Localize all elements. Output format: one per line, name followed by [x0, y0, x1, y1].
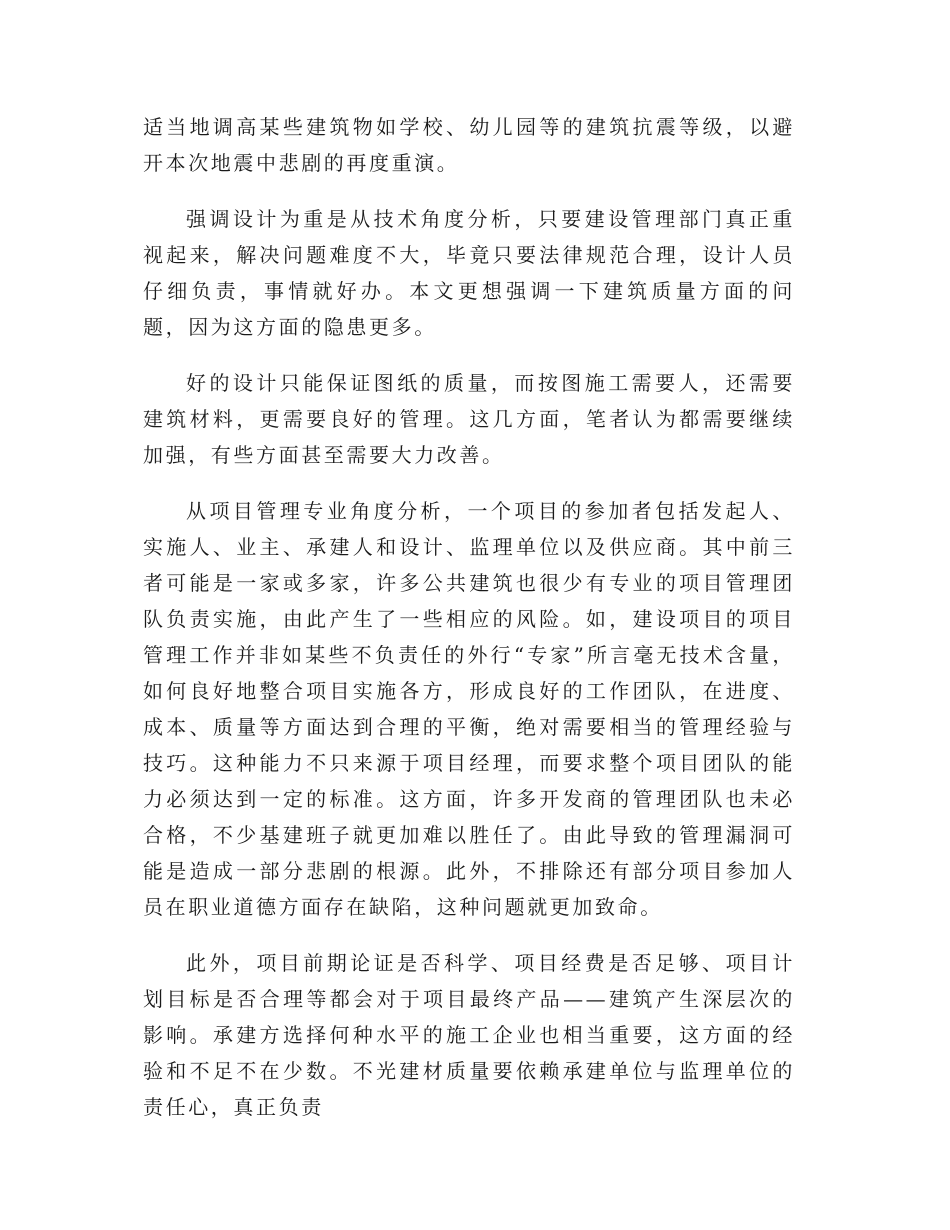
paragraph-1: 适当地调高某些建筑物如学校、幼儿园等的建筑抗震等级，以避开本次地震中悲剧的再度重演。: [143, 115, 795, 175]
document-body: [143, 109, 795, 1145]
paragraph-5: 此外，项目前期论证是否科学、项目经费是否足够、项目计划目标是否合理等都会对于项目最终产品——建筑产生深层次的影响。承建方选择何种水平的施工企业也相当重要，这方面的经验和不足不在少数。不光建材质量要依赖承建单位与监理单位的责任心，真正负责: [143, 951, 795, 1119]
paragraph-3: 好的设计只能保证图纸的质量，而按图施工需要人，还需要建筑材料，更需要良好的管理。这几方面，笔者认为都需要继续加强，有些方面甚至需要大力改善。: [143, 371, 795, 467]
paragraph-4: 从项目管理专业角度分析，一个项目的参加者包括发起人、实施人、业主、承建人和设计、监理单位以及供应商。其中前三者可能是一家或多家，许多公共建筑也很少有专业的项目管理团队负责实施，由此产生了一些相应的风险。如，建设项目的项目管理工作并非如某些不负责任的外行“专家”所言毫无技术含量，如何良好地整合项目实施各方，形成良好的工作团队，在进度、成本、质量等方面达到合理的平衡，绝对需要相当的管理经验与技巧。这种能力不只来源于项目经理，而要求整个项目团队的能力必须达到一定的标准。这方面，许多开发商的管理团队也未必合格，不少基建班子就更加难以胜任了。由此导致的管理漏洞可能是造成一部分悲剧的根源。此外，不排除还有部分项目参加人员在职业道德方面存在缺陷，这种问题就更加致命。: [143, 499, 795, 919]
paragraph-2: 强调设计为重是从技术角度分析，只要建设管理部门真正重视起来，解决问题难度不大，毕竟只要法律规范合理，设计人员仔细负责，事情就好办。本文更想强调一下建筑质量方面的问题，因为这方面的隐患更多。: [143, 207, 795, 339]
